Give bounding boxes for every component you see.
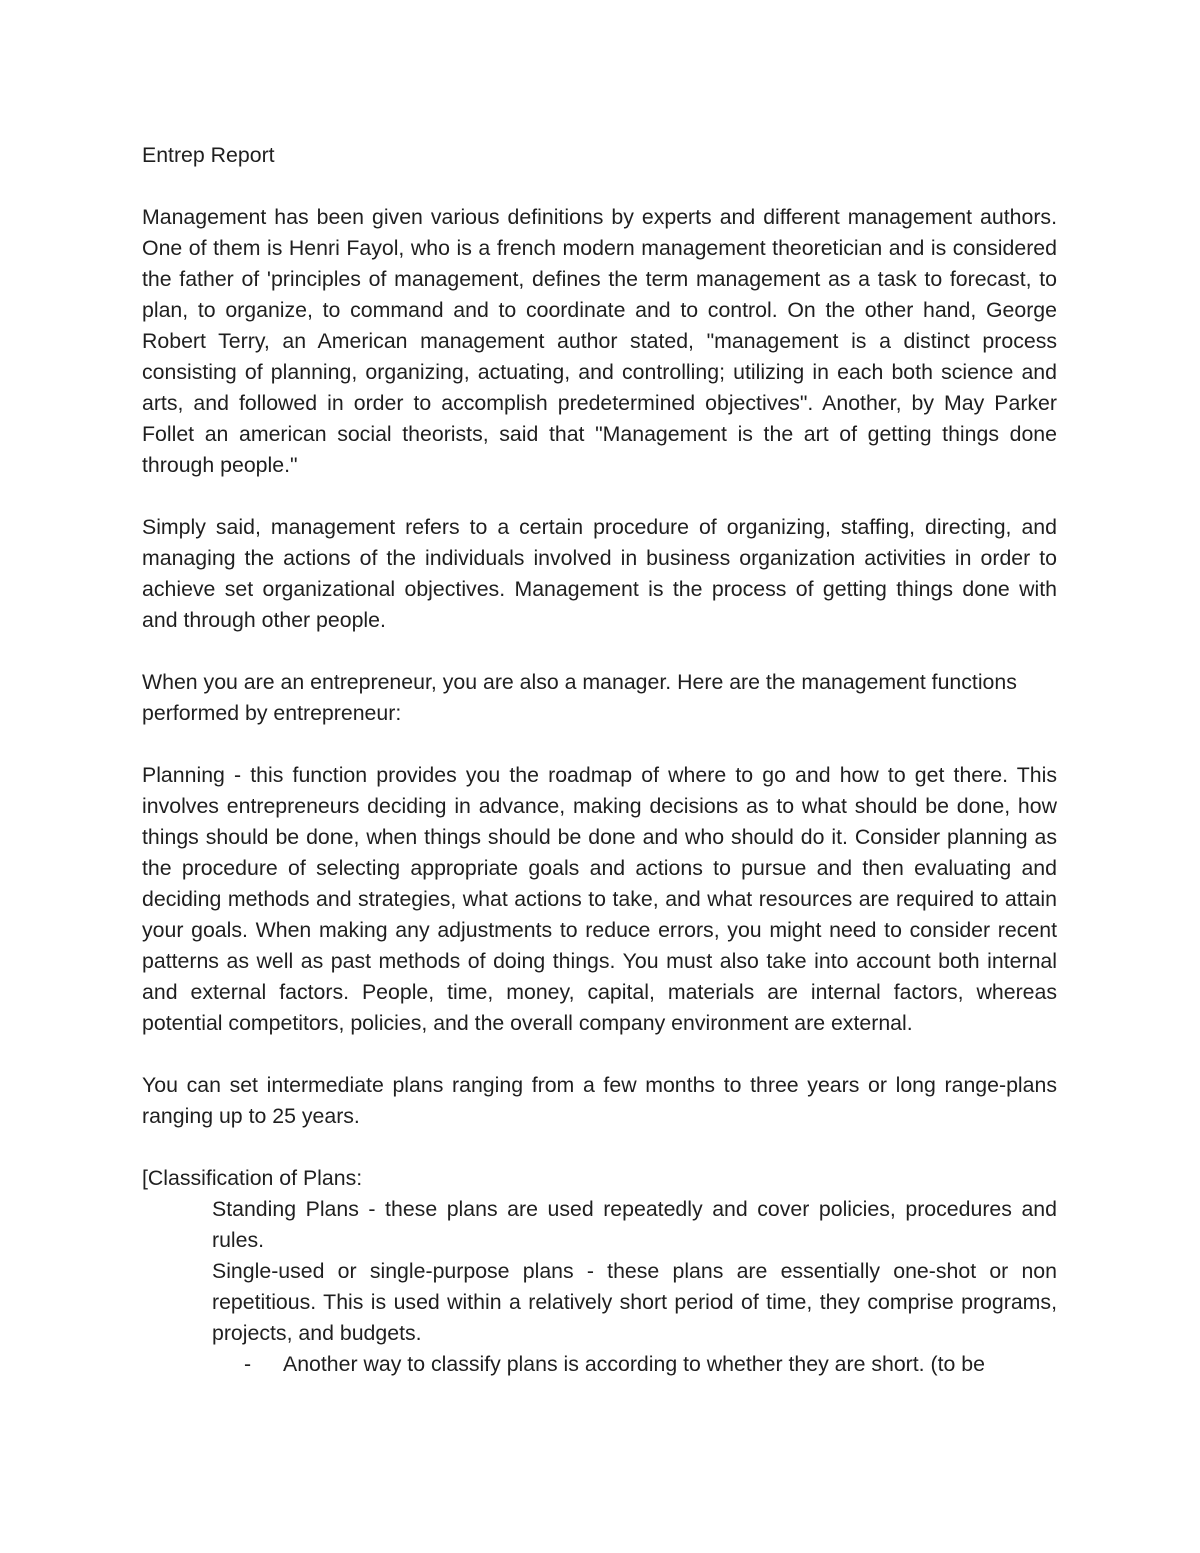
document-body (142, 140, 1057, 1380)
paragraph-planning: Planning - this function provides you the roadmap of where to go and how to get there. This involves entrepreneurs deciding in advance, making decisions as to what should be done, how things should be done, when things should be done and who should do it. Consider planning as the procedure of selecting appropriate goals and actions to pursue and then evaluating and deciding methods and strategies, what actions to take, and what resources are required to attain your goals. When making any adjustments to reduce errors, you might need to consider recent patterns as well as past methods of doing things. You must also take into account both internal and external factors. People, time, money, capital, materials are internal factors, whereas potential competitors, policies, and the overall company environment are external. (142, 763, 1057, 1035)
classification-item-single-use: Single-used or single-purpose plans - these plans are essentially one-shot or non repetitious. This is used within a relatively short period of time, they comprise programs, projects, and budgets. (212, 1259, 1057, 1345)
paragraph-entrepreneur-manager: When you are an entrepreneur, you are also a manager. Here are the management functions performed by entrepreneur: (142, 670, 1017, 725)
bullet-text: Another way to classify plans is according to whether they are short. (to be (283, 1352, 985, 1376)
paragraph-intermediate-plans: You can set intermediate plans ranging from a few months to three years or long range-plans ranging up to 25 years. (142, 1073, 1057, 1128)
bullet-marker: - (244, 1352, 252, 1376)
paragraph-management-definitions: Management has been given various definitions by experts and different management authors. One of them is Henri Fayol, who is a french modern management theoretician and is considered the father of 'principles of management, defines the term management as a task to forecast, to plan, to organize, to command and to coordinate and to control. On the other hand, George Robert Terry, an American management author stated, "management is a distinct process consisting of planning, organizing, actuating, and controlling; utilizing in each both science and arts, and followed in order to accomplish predetermined objectives". Another, by May Parker Follet an american social theorists, said that "Management is the art of getting things done through people." (142, 205, 1057, 477)
classification-heading: [Classification of Plans: (142, 1166, 363, 1190)
document-title: Entrep Report (142, 143, 275, 167)
classification-item-standing: Standing Plans - these plans are used repeatedly and cover policies, procedures and rules. (212, 1197, 1057, 1252)
bullet-item (142, 1349, 1057, 1380)
paragraph-simply-said: Simply said, management refers to a certain procedure of organizing, staffing, directing, and managing the actions of the individuals involved in business organization activities in order to achieve set organizational objectives. Management is the process of getting things done with and through other people. (142, 515, 1057, 632)
